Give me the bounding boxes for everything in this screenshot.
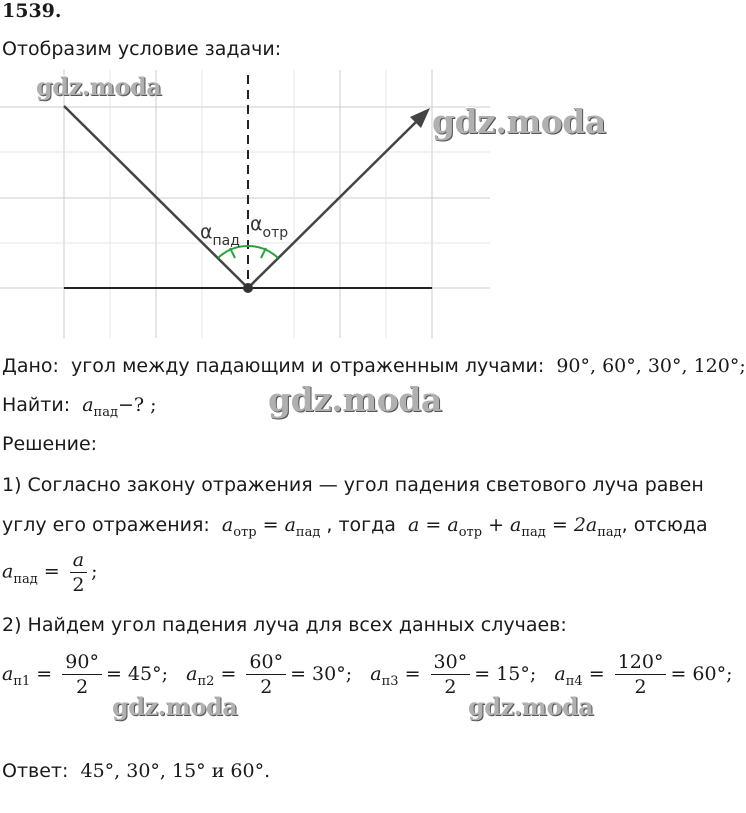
case-1: $a_{п1}$ = $\frac{90^\circ}{2}$ = 45°; [2, 651, 168, 698]
step1-line2: углу его отражения: $a_{отр} = a_{пад}$ , тогда $a = a_{отр} + a_{пад} = 2a_{пад}$, отсюда [2, 514, 708, 540]
case-4: $a_{п4}$ = $\frac{120^\circ}{2}$ = 60°; [554, 651, 733, 698]
given-line: Дано: угол между падающим и отраженным лучами: 90°, 60°, 30°, 120°; [2, 355, 746, 377]
problem-number: 1539. [2, 0, 62, 22]
reflected-ray [250, 118, 420, 286]
solution-label: Решение: [2, 433, 98, 455]
step2-line: 2) Найдем угол падения луча для всех данных случаев: [2, 614, 567, 636]
step1-formula: $a_{пад}$ = $\frac{a}{2}$ ; [2, 549, 98, 596]
step1-line1: 1) Согласно закону отражения — угол падения светового луча равен [2, 474, 704, 496]
find-line: Найти: $a_{пад}-$? ; [2, 394, 157, 420]
case-3: $a_{п3}$ = $\frac{30^\circ}{2}$ = 15°; [370, 651, 537, 698]
watermark: gdz.moda [432, 102, 606, 141]
alpha-fall-label: $\alpha_{пад}$ [200, 221, 240, 249]
minor-grid [0, 70, 490, 338]
point-of-incidence [243, 283, 253, 293]
watermark: gdz.moda [268, 380, 442, 419]
alpha-refl-label: $\alpha_{отр}$ [250, 213, 289, 241]
answer-line: Ответ: 45°, 30°, 15° и 60°. [2, 760, 271, 782]
reflection-diagram [0, 70, 500, 340]
watermark: gdz.moda [36, 72, 162, 101]
step2-formulas [2, 650, 733, 699]
watermark: gdz.moda [468, 692, 594, 721]
intro-text: Отобразим условие задачи: [2, 38, 282, 60]
watermark: gdz.moda [112, 692, 238, 721]
grid [0, 70, 490, 338]
case-2: $a_{п2}$ = $\frac{60^\circ}{2}$ = 30°; [186, 651, 353, 698]
fraction: $\frac{a}{2}$ [70, 548, 87, 597]
incident-ray [64, 106, 246, 286]
